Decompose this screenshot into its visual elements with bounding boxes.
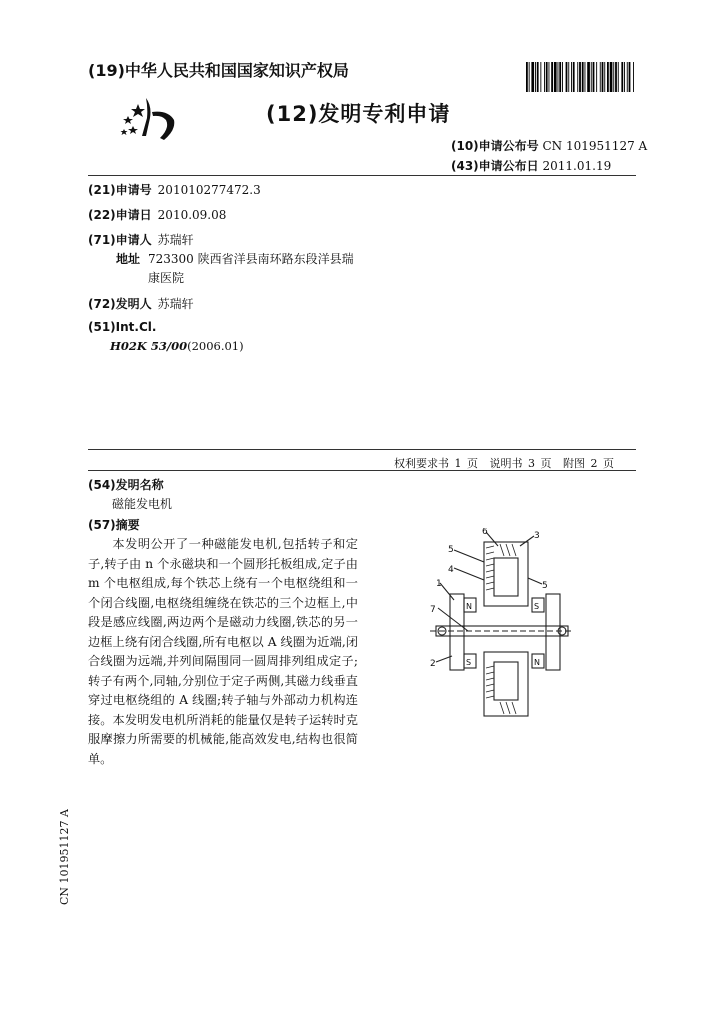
app-date-value: 2010.09.08 bbox=[157, 208, 227, 222]
page-counts bbox=[394, 455, 620, 471]
fig-label-4: 4 bbox=[448, 565, 454, 575]
top-divider bbox=[88, 175, 636, 176]
publication-number bbox=[451, 137, 647, 154]
pub-no-value: CN 101951127 A bbox=[542, 139, 648, 153]
fig-label-7: 7 bbox=[430, 605, 436, 615]
address-value: 723300 陕西省洋县南环路东段洋县瑞康医院 bbox=[148, 252, 354, 285]
app-no-value: 201010277472.3 bbox=[157, 183, 261, 197]
app-no-label: (21)申请号 bbox=[88, 183, 152, 197]
generator-figure bbox=[428, 528, 576, 720]
abstract-text: 本发明公开了一种磁能发电机,包括转子和定子,转子由 n 个永磁块和一个圆形托板组成,定子由 m 个电枢组成,每个铁芯上绕有一个电枢绕组和一个闭合线圈,电枢绕组缠绕在铁芯的三个边框上,中段是感应线圈,两边两个是磁动力线圈,铁芯的另一边框上绕有闭合线圈,所有电枢以 A 线圈为近端,闭合线圈为远端,并列间隔围同一圆周排列组成定子;转子有两个,同轴,分别位于定子两侧,其磁力线垂直穿过电枢绕组的 A 线圈;转子轴与外部动力机构连接。本发明发电机所消耗的能量仅是转子运转时克服摩擦力所需要的机械能,能高效发电,结构也很简单。 bbox=[88, 537, 358, 766]
claims-pages: 权利要求书 1 页 bbox=[394, 457, 478, 470]
cnipa-logo bbox=[116, 96, 186, 146]
inventor-value: 苏瑞轩 bbox=[157, 297, 194, 311]
applicant-value: 苏瑞轩 bbox=[157, 233, 194, 247]
address-label: 地址 bbox=[116, 252, 141, 266]
invention-title: 磁能发电机 bbox=[112, 497, 173, 511]
description-pages: 说明书 3 页 bbox=[489, 457, 552, 470]
pole-n-bottom: N bbox=[534, 658, 540, 667]
pole-s-bottom: S bbox=[466, 658, 472, 667]
pub-date-label: (43)申请公布日 bbox=[451, 159, 539, 173]
middle-divider bbox=[88, 449, 636, 450]
pole-s-top: S bbox=[534, 602, 540, 611]
lower-core-inner bbox=[494, 662, 518, 700]
drawing-pages: 附图 2 页 bbox=[563, 457, 614, 470]
applicant-label: (71)申请人 bbox=[88, 233, 152, 247]
document-type: (12)发明专利申请 bbox=[266, 102, 451, 126]
barcode bbox=[525, 62, 635, 92]
ipc-year: (2006.01) bbox=[187, 339, 244, 353]
ipc-code: H02K 53/00 bbox=[110, 339, 188, 353]
application-number bbox=[88, 181, 261, 198]
pub-date-value: 2011.01.19 bbox=[542, 159, 612, 173]
fig-label-3: 3 bbox=[534, 531, 540, 541]
title-label: (54)发明名称 bbox=[88, 478, 164, 492]
fig-label-2: 2 bbox=[430, 659, 436, 669]
office-name: (19)中华人民共和国国家知识产权局 bbox=[88, 61, 349, 80]
lower-divider bbox=[88, 470, 636, 471]
ipc-classification bbox=[110, 339, 244, 353]
side-publication-number: CN 101951127 A bbox=[58, 809, 71, 905]
left-rotor-plate bbox=[450, 594, 464, 670]
inventor-label: (72)发明人 bbox=[88, 297, 152, 311]
fig-label-1: 1 bbox=[436, 579, 442, 589]
app-date-label: (22)申请日 bbox=[88, 208, 152, 222]
inventor bbox=[88, 295, 194, 312]
ipc-label bbox=[88, 320, 156, 334]
upper-core-inner bbox=[494, 558, 518, 596]
pole-n-top: N bbox=[466, 602, 472, 611]
application-date bbox=[88, 206, 226, 223]
ipc-label-text: (51)Int.Cl. bbox=[88, 320, 157, 334]
applicant bbox=[88, 231, 194, 248]
abstract-label: (57)摘要 bbox=[88, 518, 140, 532]
fig-label-6: 6 bbox=[482, 528, 488, 537]
fig-label-5a: 5 bbox=[448, 545, 454, 555]
pub-no-label: (10)申请公布号 bbox=[451, 139, 539, 153]
fig-label-5b: 5 bbox=[542, 581, 548, 591]
publication-date bbox=[451, 157, 611, 174]
